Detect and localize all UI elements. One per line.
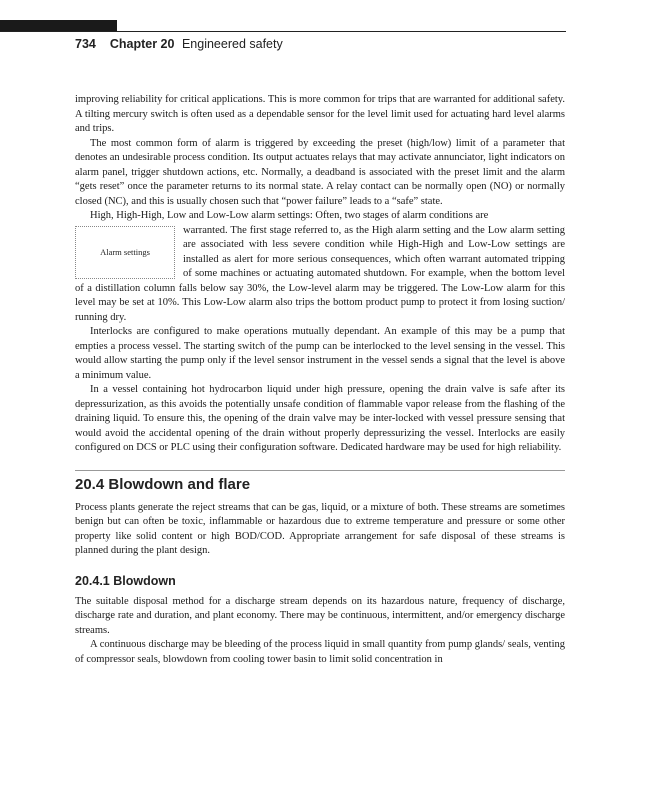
running-header — [75, 37, 283, 51]
paragraph-continuous-discharge: A continuous discharge may be bleeding of the process liquid in small quantity from pump glands/ seals, venting of compressor seals, blowdown from cooling tower basin to limit solid concentration in — [75, 639, 565, 665]
paragraph-disposal-method: The suitable disposal method for a discharge stream depends on its hazardous nature, frequency of discharge, discharge rate and duration, and plant economy. There may be continuous, intermittent, and/or emergency discharge streams. — [75, 595, 565, 636]
section-heading: 20.4 Blowdown and flare — [75, 475, 251, 493]
paragraph-alarm-settings: warranted. The first stage referred to, as the High alarm setting and the Low alarm setting are associated with less severe condition while High-High and Low-Low settings are installed as alert for more serious consequences, which often warrant automated tripping of some machines or actuating automated shutdown. For example, when the bottom level of a distillation column falls below say 30%, the Low-level alarm may be triggered. The Low-Low alarm for this level may be set at 10%. This Low-Low alarm also trips the bottom product pump to protect it from losing suction/ running dry. — [75, 224, 565, 323]
paragraph-vessel-drain: In a vessel containing hot hydrocarbon liquid under high pressure, opening the drain valve is safe after its depressurization, as this avoids the potentially unsafe condition of flammable vapor release from the flashing of the draining liquid. To ensure this, the opening of the drain valve may be inter-locked with vessel pressure sensing that would avoid the accidental opening of the drain without properly depressurizing the vessel. Interlocks are easily configured on DCS or PLC using their configuration software. Dedicated hardware may be used for high reliability. — [75, 384, 565, 453]
paragraph-reliability: improving reliability for critical applications. This is more common for trips that are warranted for additional safety. A tilting mercury switch is often used as a dependable sensor for the level limit used for actuating hard level alarms and trips. — [75, 94, 565, 134]
paragraph-alarm-form: The most common form of alarm is triggered by exceeding the preset (high/low) limit of a parameter that denotes an undesirable process condition. Its output actuates relays that may activate annunciator, light indicators on alarm panel, trigger shutdown actions, etc. Normally, a deadband is associated with the preset limit and the alarm “gets reset” once the parameter returns to its normal state. A relay contact can be normally open (NO) or normally closed (NC), and this is usually chosen such that “power failure” leads to a “safe” state. — [75, 137, 565, 207]
alarm-settings-block — [75, 224, 565, 326]
paragraph-reject-streams: Process plants generate the reject streams that can be gas, liquid, or a mixture of both. These streams are sometimes benign but can often be toxic, inflammable or hazardous due to extreme temperature and pressure or some other property like solid content or high BOD/COD. Appropriate arrangement for safe disposal of these streams is planned during the plant design. — [75, 501, 565, 556]
section-rule — [75, 470, 565, 471]
header-bar — [0, 20, 117, 31]
paragraph-interlocks: Interlocks are configured to make operations mutually dependant. An example of this may be a pump that empties a process vessel. The starting switch of the pump can be interlocked to the level sensing in the vessel. This would allow starting the pump only if the level sensor instrument in the vessel sends a signal that the level is above a minimum value. — [75, 326, 565, 381]
margin-note-label: Alarm settings — [100, 247, 150, 257]
chapter-label: Chapter 20 — [109, 37, 175, 51]
page-number: 734 — [75, 37, 96, 51]
page-body — [75, 93, 565, 667]
subsection-heading: 20.4.1 Blowdown — [75, 573, 176, 588]
margin-note-box — [75, 226, 175, 279]
header-rule — [0, 31, 566, 32]
chapter-title: Engineered safety — [181, 37, 283, 51]
paragraph-alarm-settings-lead: High, High-High, Low and Low-Low alarm settings: Often, two stages of alarm conditions are — [90, 210, 489, 221]
